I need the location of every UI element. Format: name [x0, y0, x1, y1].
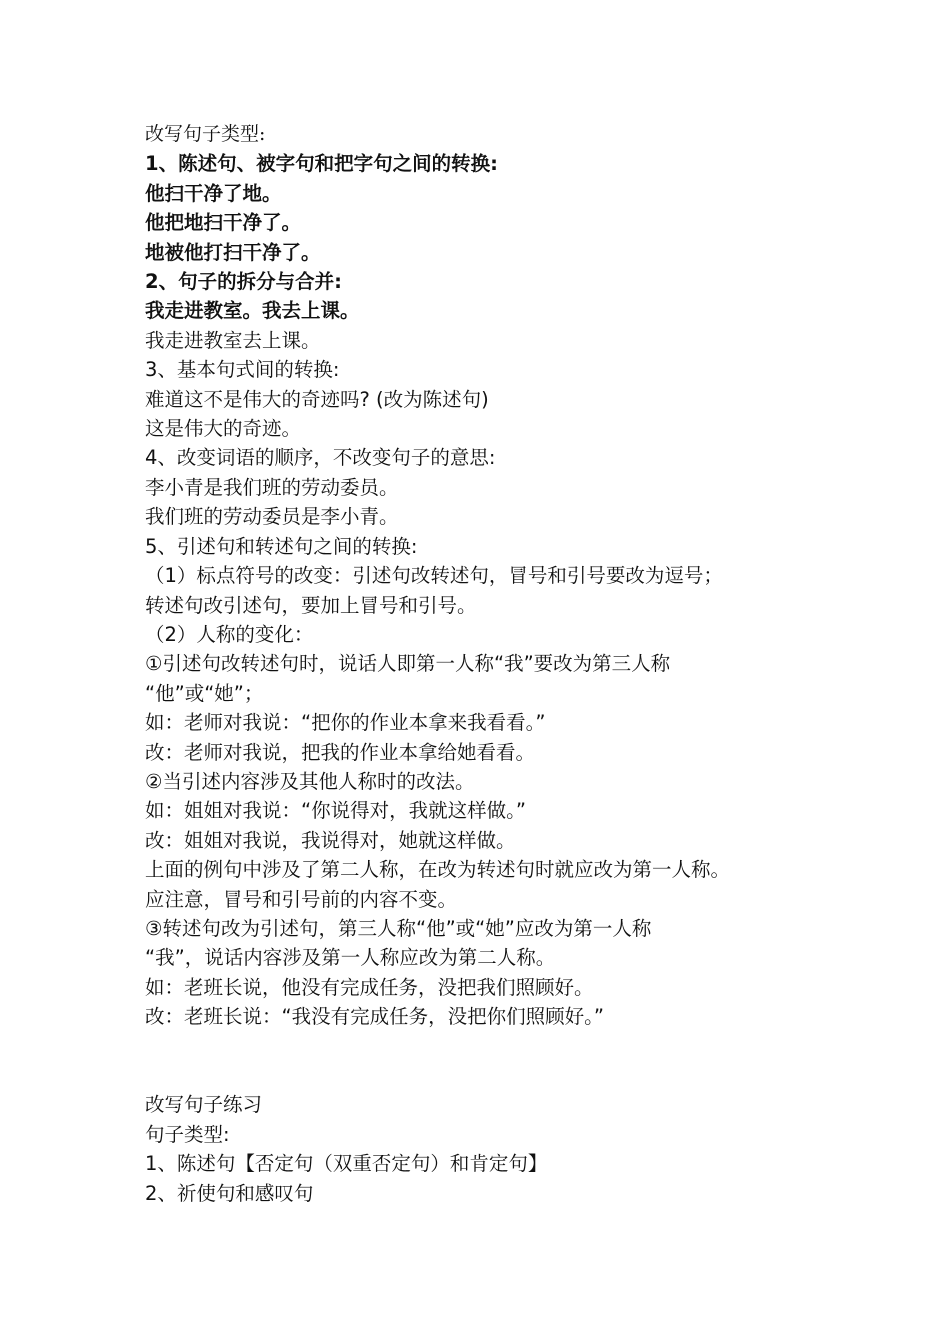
body-line: ②当引述内容涉及其他人称时的改法。	[145, 769, 475, 793]
example-line: 如：老师对我说：“把你的作业本拿来我看看。”	[145, 711, 546, 735]
example-line: 改：老师对我说，把我的作业本拿给她看看。	[145, 740, 536, 764]
section-heading: 改写句子类型:	[145, 123, 266, 145]
example-line: 李小青是我们班的劳动委员。	[145, 475, 399, 499]
body-line: “我”，说话内容涉及第一人称应改为第二人称。	[145, 946, 556, 970]
body-line: （2）人称的变化：	[145, 622, 314, 646]
example-line: 我走进教室。我去上课。	[145, 299, 360, 323]
practice-line: 句子类型:	[145, 1122, 230, 1146]
practice-line: 2、祈使句和感叹句	[145, 1181, 314, 1205]
body-line: ③转述句改为引述句，第三人称“他”或“她”应改为第一人称	[145, 916, 652, 940]
practice-title: 改写句子练习	[145, 1093, 263, 1117]
body-line: （1）标点符号的改变：引述句改转述句，冒号和引号要改为逗号；	[145, 564, 723, 588]
example-line: 我们班的劳动委员是李小青。	[145, 505, 399, 529]
example-line: 如：姐姐对我说：“你说得对，我就这样做。”	[145, 799, 526, 823]
rule-5-title: 5、引述句和转述句之间的转换:	[145, 534, 418, 558]
section-spacer	[145, 1032, 825, 1091]
body-line: “他”或“她”；	[145, 681, 264, 705]
example-line: 改：姐姐对我说，我说得对，她就这样做。	[145, 828, 516, 852]
practice-line: 1、陈述句【否定句（双重否定句）和肯定句】	[145, 1152, 548, 1176]
body-line: 转述句改引述句，要加上冒号和引号。	[145, 593, 477, 617]
example-line: 这是伟大的奇迹。	[145, 417, 302, 441]
rule-1-title: 1、陈述句、被字句和把字句之间的转换:	[145, 152, 498, 176]
rule-4-title: 4、改变词语的顺序，不改变句子的意思:	[145, 446, 496, 470]
example-line: 他扫干净了地。	[145, 181, 282, 205]
example-line: 如：老班长说，他没有完成任务，没把我们照顾好。	[145, 975, 594, 999]
rule-2-title: 2、句子的拆分与合并:	[145, 270, 342, 294]
document-page	[145, 120, 825, 1208]
rule-3-title: 3、基本句式间的转换:	[145, 358, 340, 382]
body-line: 应注意，冒号和引号前的内容不变。	[145, 887, 458, 911]
body-line: 上面的例句中涉及了第二人称，在改为转述句时就应改为第一人称。	[145, 858, 731, 882]
body-line: ①引述句改转述句时，说话人即第一人称“我”要改为第三人称	[145, 652, 671, 676]
example-line: 他把地扫干净了。	[145, 211, 302, 235]
example-line: 难道这不是伟大的奇迹吗? (改为陈述句)	[145, 387, 489, 411]
example-line: 我走进教室去上课。	[145, 328, 321, 352]
example-line: 地被他打扫干净了。	[145, 240, 321, 264]
example-line: 改：老班长说：“我没有完成任务，没把你们照顾好。”	[145, 1005, 604, 1029]
